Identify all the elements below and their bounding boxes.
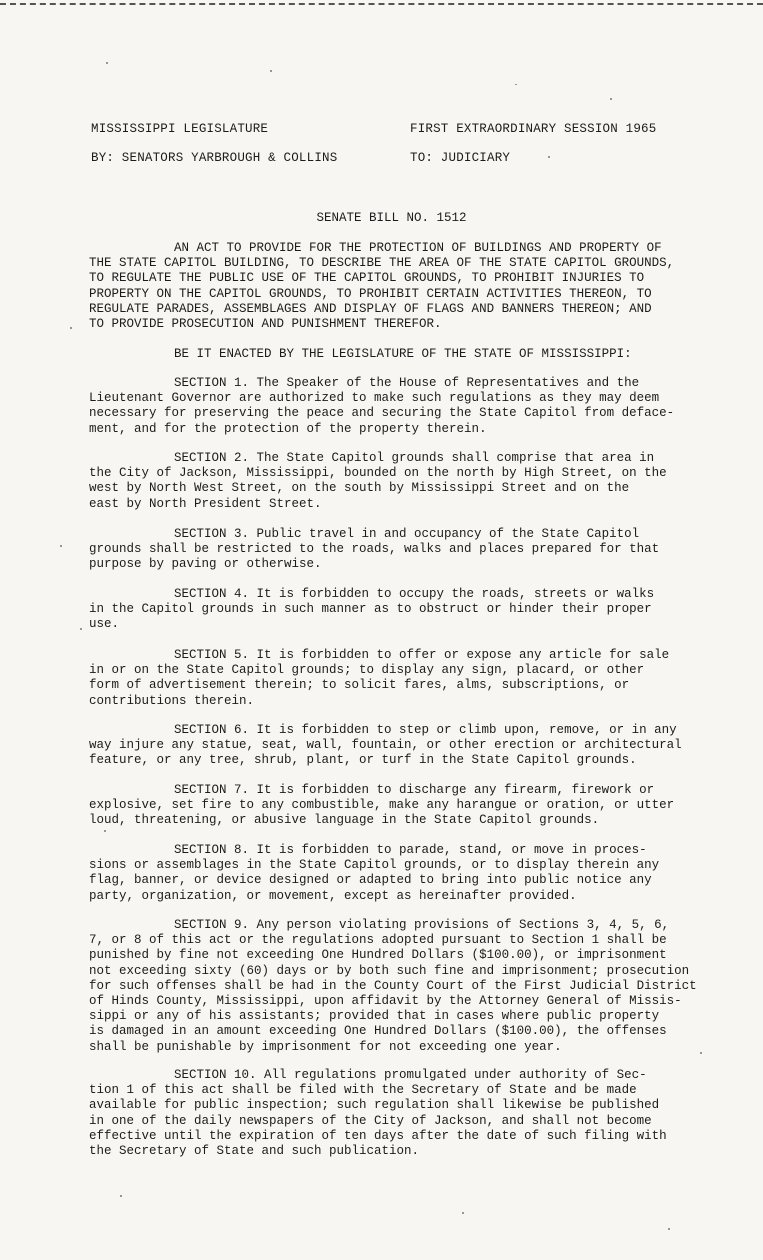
act-title-line: AN ACT TO PROVIDE FOR THE PROTECTION OF BUILDINGS AND PROPERTY OF [174,241,662,255]
section-4: SECTION 4. It is forbidden to occupy the roads, streets or walks in the Capitol grounds in such manner as to obstruct or hinder their proper use. [89,587,655,632]
section-1: SECTION 1. The Speaker of the House of Representatives and the Lieutenant Governor are authorized to make such regulations as they may deem necessary for preserving the peace and securing the State Capitol from deface- ment, and for the protection of the property therein. [89,376,675,436]
act-title-line: REGULATE PARADES, ASSEMBLAGES AND DISPLAY OF FLAGS AND BANNERS THEREON; AND [89,301,652,316]
act-title-line: PROPERTY ON THE CAPITOL GROUNDS, TO PROHIBIT CERTAIN ACTIVITIES THEREON, TO [89,286,652,301]
act-title [89,241,689,332]
scan-speck [70,327,72,329]
scan-speck [60,545,62,547]
act-title-line: THE STATE CAPITOL BUILDING, TO DESCRIBE THE AREA OF THE STATE CAPITOL GROUNDS, [89,256,675,271]
section-8: SECTION 8. It is forbidden to parade, stand, or move in proces- sions or assemblages in the State Capitol grounds, or to display therein any flag, banner, or device designed or adapted to bring into public notice any party, organization, or movement, except as hereinafter provided. [89,843,660,903]
referral-line: TO: JUDICIARY [410,151,511,165]
scan-speck [548,156,550,158]
bill-title: SENATE BILL NO. 1512 [316,211,467,225]
scan-speck [610,98,612,100]
section-2: SECTION 2. The State Capitol grounds shall comprise that area in the City of Jackson, Mississippi, bounded on the north by High Street, on the west by North West Street, on the south by Mississippi Street and on the east by North President Street. [89,451,667,511]
scan-speck [270,70,272,72]
section-6: SECTION 6. It is forbidden to step or climb upon, remove, or in any way injure any statue, seat, wall, fountain, or other erection or architectural feature, or any tree, shrub, plant, or turf in the State Capitol grounds. [89,723,682,768]
scan-speck [80,628,82,630]
session-header: FIRST EXTRAORDINARY SESSION 1965 [410,122,657,136]
act-title-line: TO PROVIDE PROSECUTION AND PUNISHMENT THEREFOR. [89,317,442,332]
section-9: SECTION 9. Any person violating provisions of Sections 3, 4, 5, 6, 7, or 8 of this act or the regulations adopted pursuant to Section 1 shall be punished by fine not exceeding One Hundred Dollars ($100.00), or imprisonment not exceeding sixty (60) days or by both such fine and imprisonment; prosecution for such offenses shall be had in the County Court of the First Judicial District of Hinds County, Mississippi, upon affidavit by the Attorney General of Missis- sippi or any of his assistants; provided that in cases where public property is damaged in an amount exceeding One Hundred Dollars ($100.00), the offenses shall be punishable by imprisonment for not exceeding one year. [89,918,697,1054]
enacting-clause: BE IT ENACTED BY THE LEGISLATURE OF THE STATE OF MISSISSIPPI: [174,347,632,361]
scan-speck [668,1228,670,1230]
section-5: SECTION 5. It is forbidden to offer or expose any article for sale in or on the State Capitol grounds; to display any sign, placard, or other form of advertisement therein; to solicit fares, alms, subscriptions, or contributions therein. [89,648,670,708]
act-title-line: TO REGULATE THE PUBLIC USE OF THE CAPITOL GROUNDS, TO PROHIBIT INJURIES TO [89,271,645,286]
sponsors-line: BY: SENATORS YARBROUGH & COLLINS [91,151,338,165]
section-7: SECTION 7. It is forbidden to discharge any firearm, firework or explosive, set fire to any combustible, make any harangue or oration, or utter loud, threatening, or abusive language in the State Capitol grounds. [89,783,675,828]
scan-speck [120,1195,122,1197]
legislature-header: MISSISSIPPI LEGISLATURE [91,122,269,136]
scan-speck [462,1212,464,1214]
scan-speck [700,1052,702,1054]
section-10: SECTION 10. All regulations promulgated under authority of Sec- tion 1 of this act shall be filed with the Secretary of State and be made available for public inspection; such regulation shall likewise be published in one of the daily newspapers of the City of Jackson, and shall not become effective until the expiration of ten days after the date of such filing with the Secretary of State and such publication. [89,1068,667,1159]
scan-speck [106,62,108,64]
perforated-top-edge [0,3,763,5]
scan-speck [515,84,517,85]
section-3: SECTION 3. Public travel in and occupancy of the State Capitol grounds shall be restricted to the roads, walks and places prepared for that purpose by paving or otherwise. [89,527,660,572]
scan-speck [104,830,106,832]
